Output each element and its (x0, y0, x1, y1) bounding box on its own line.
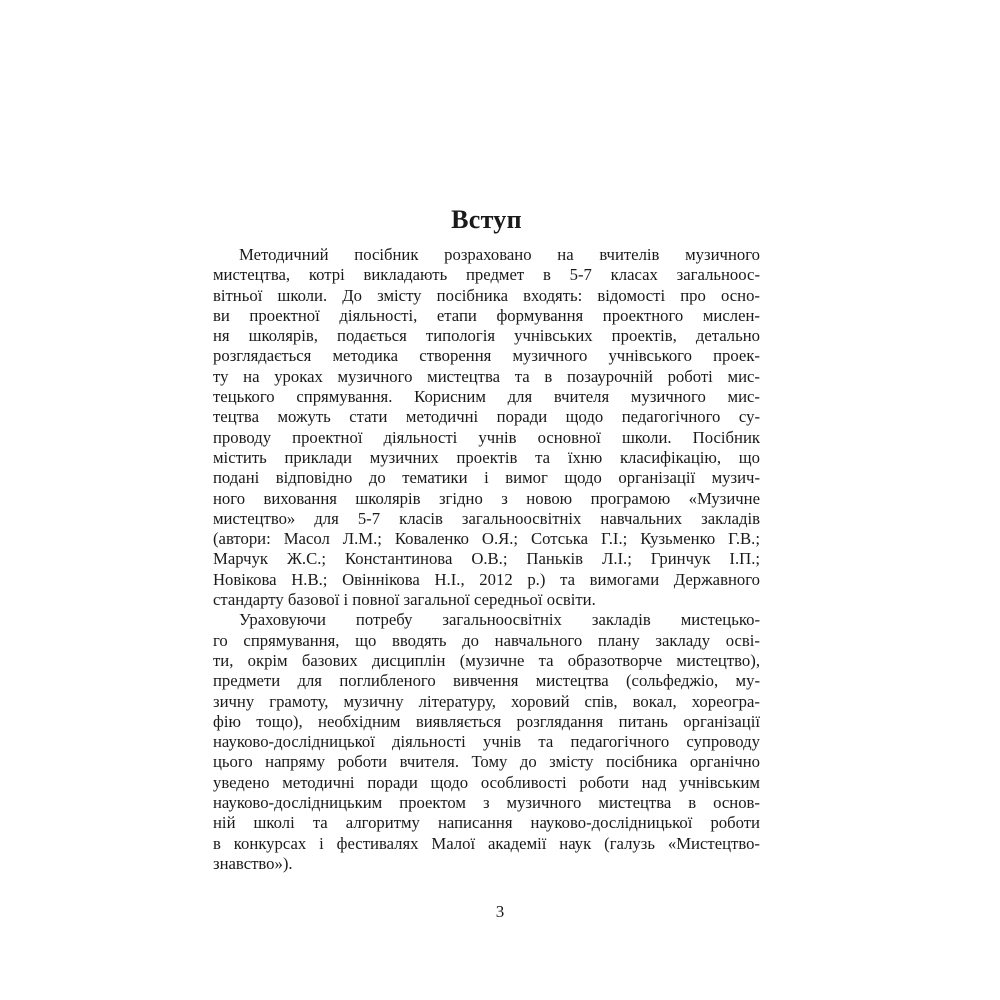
text-line: мистецтва, котрі викладають предмет в 5-7 класах загальноос- (213, 265, 760, 285)
text-line: ви проектної діяльності, етапи формування проектного мислен- (213, 305, 760, 325)
text-line: науково-дослідницької діяльності учнів та педагогічного супроводу (213, 732, 760, 752)
text-line: (автори: Масол Л.М.; Коваленко О.Я.; Сотська Г.І.; Кузьменко Г.В.; (213, 529, 760, 549)
text-line: Ураховуючи потребу загальноосвітніх закладів мистецько- (239, 610, 760, 630)
text-line: тецького спрямування. Корисним для вчителя музичного мис- (213, 387, 760, 407)
paragraph (213, 610, 760, 874)
text-line: містить приклади музичних проектів та їхню класифікацію, що (213, 447, 760, 467)
text-line: цього напряму роботи вчителя. Тому до змісту посібника органічно (213, 752, 760, 772)
text-line: Марчук Ж.С.; Константинова О.В.; Паньків Л.І.; Гринчук І.П.; (213, 549, 760, 569)
text-line: зичну грамоту, музичну літературу, хоровий спів, вокал, хореогра- (213, 691, 760, 711)
text-line: фію тощо), необхідним виявляється розглядання питань організації (213, 711, 760, 731)
text-line: науково-дослідницьким проектом з музичного мистецтва в основ- (213, 793, 760, 813)
text-line: Методичний посібник розраховано на вчителів музичного (239, 245, 760, 264)
text-line: го спрямування, що вводять до навчального плану закладу осві- (213, 630, 760, 650)
text-line: тецтва можуть стати методичні поради щодо педагогічного су- (213, 407, 760, 427)
text-line: уведено методичні поради щодо особливості роботи над учнівським (213, 772, 760, 792)
text-line: розглядається методика створення музичного учнівського проек- (213, 346, 760, 366)
text-line: подані відповідно до тематики і вимог щодо організації музич- (213, 468, 760, 488)
text-line: ній школі та алгоритму написання науково-дослідницької роботи (213, 813, 760, 833)
page-title: Вступ (451, 205, 522, 234)
paragraph (213, 245, 760, 610)
text-line: ту на уроках музичного мистецтва та в позаурочній роботі мис- (213, 366, 760, 386)
text-line: вітньої школи. До змісту посібника входять: відомості про осно- (213, 285, 760, 305)
text-line: знавство»). (213, 853, 293, 873)
page-body (213, 205, 760, 874)
page-number: 3 (495, 902, 505, 921)
text-line: ня школярів, подається типологія учнівських проектів, детально (213, 326, 760, 346)
text-line: проводу проектної діяльності учнів основної школи. Посібник (213, 427, 760, 447)
text-line: ти, окрім базових дисциплін (музичне та образотворче мистецтво), (213, 650, 760, 670)
text-line: предмети для поглибленого вивчення мистецтва (сольфеджіо, му- (213, 671, 760, 691)
text-line: стандарту базової і повної загальної середньої освіти. (213, 590, 596, 610)
text-line: мистецтво» для 5-7 класів загальноосвітніх навчальних закладів (213, 508, 760, 528)
text-line: в конкурсах і фестивалях Малої академії наук (галузь «Мистецтво- (213, 833, 760, 853)
text-line: Новікова Н.В.; Овіннікова Н.І., 2012 р.) та вимогами Державного (213, 569, 760, 589)
text-line: ного виховання школярів згідно з новою програмою «Музичне (213, 488, 760, 508)
text-paragraphs (213, 245, 760, 874)
